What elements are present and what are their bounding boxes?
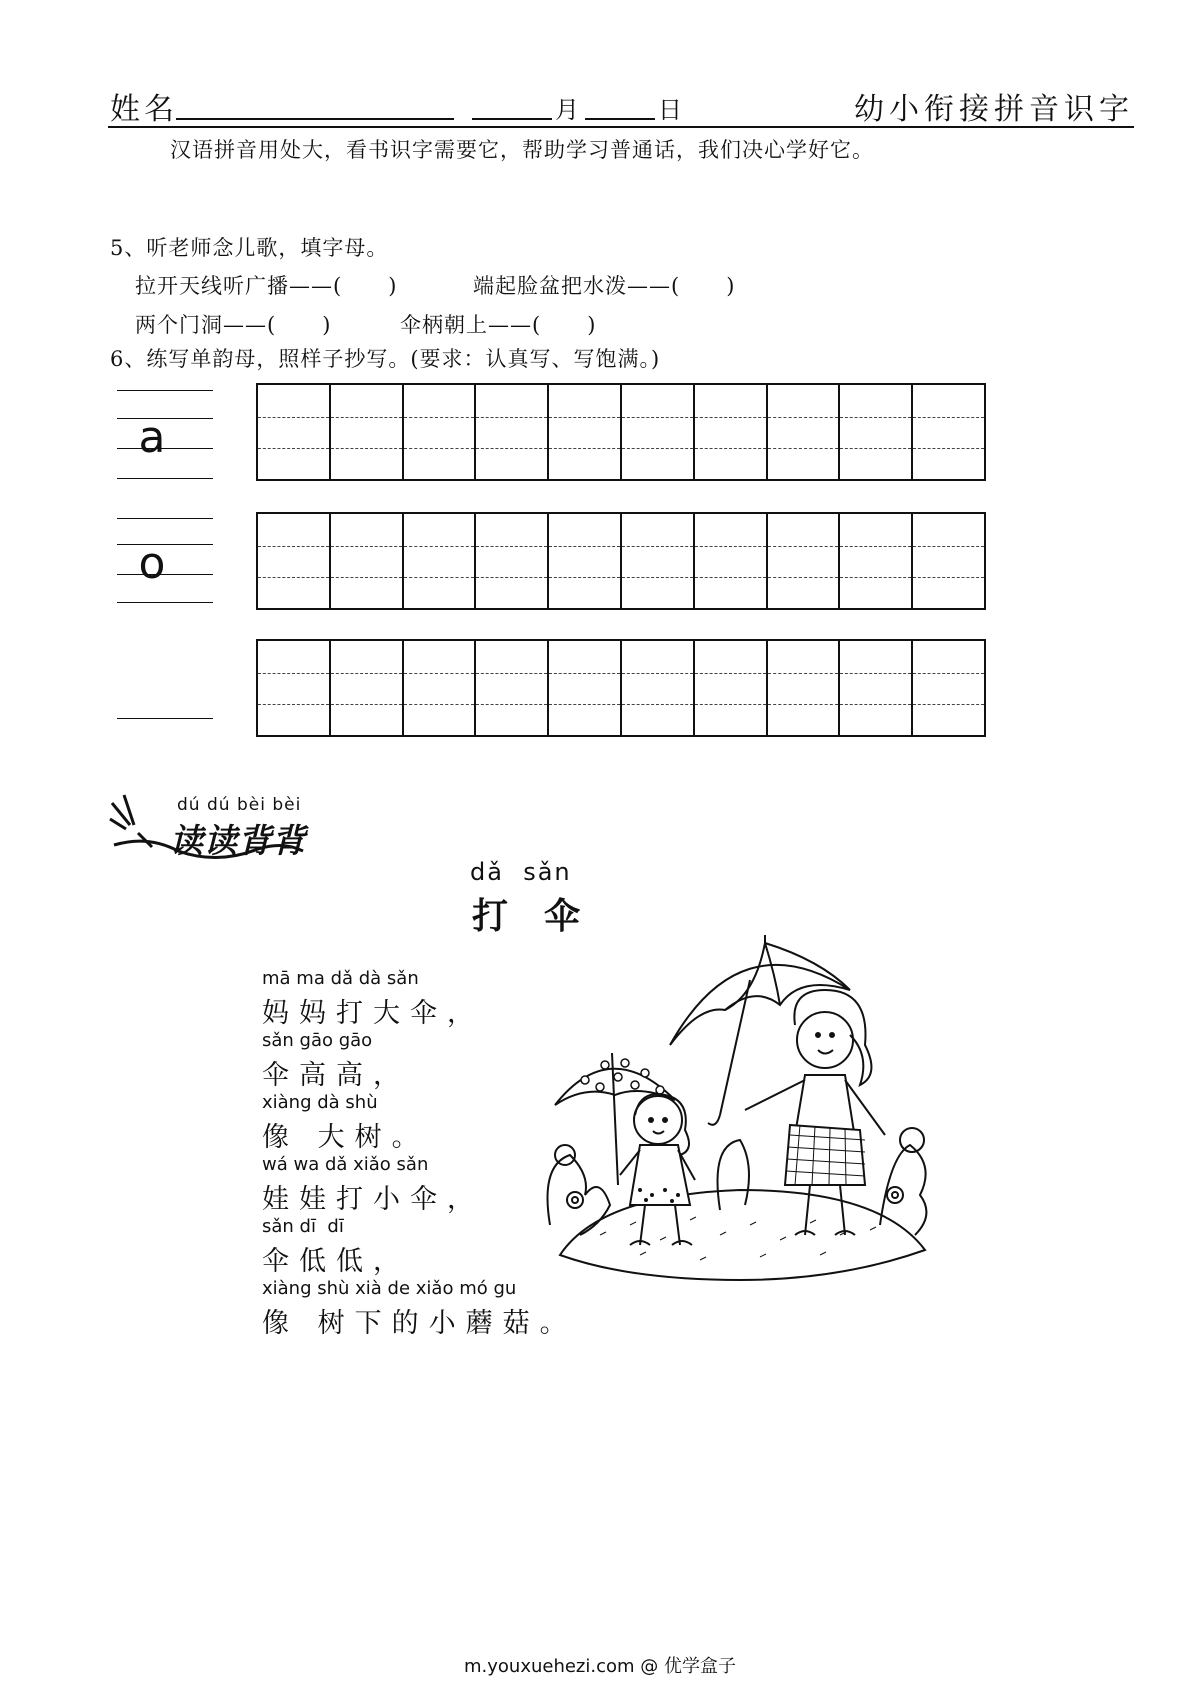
name-blank[interactable] <box>176 118 454 120</box>
q5-item-basin: 端起脸盆把水泼——( ) <box>473 274 736 298</box>
badge-pinyin: dú dú bèi bèi <box>177 795 302 815</box>
poem-line-text: 像 大树。 <box>262 1122 429 1153</box>
day-label: 日 <box>658 96 682 124</box>
umbrella-illustration <box>540 935 940 1295</box>
poem-line <box>262 968 484 1030</box>
poem-line-pinyin: mā ma dǎ dà sǎn <box>262 968 419 989</box>
q5-title: 5、听老师念儿歌，填字母。 <box>110 236 389 260</box>
poem-line <box>262 1092 429 1154</box>
q6-title: 6、练写单韵母，照样子抄写。(要求：认真写、写饱满。) <box>110 347 661 371</box>
poem-title: 打伞 <box>472 895 617 937</box>
poem-line-pinyin: wá wa dǎ xiǎo sǎn <box>262 1154 429 1175</box>
badge-title: 读读背背 <box>170 821 306 860</box>
sample-a <box>117 386 213 486</box>
intro-text: 汉语拼音用处大，看书识字需要它，帮助学习普通话，我们决心学好它。 <box>170 138 874 162</box>
writing-grid-o[interactable] <box>256 512 986 610</box>
month-label: 月 <box>555 96 579 124</box>
q5-item-antenna: 拉开天线听广播——( ) <box>135 274 398 298</box>
poem-line-pinyin: xiàng shù xià de xiǎo mó gu <box>262 1278 517 1299</box>
sample-letter-o: o <box>138 538 166 589</box>
sample-letter-a: a <box>138 412 166 463</box>
poem-line-pinyin: sǎn gāo gāo <box>262 1030 373 1051</box>
poem-line-text: 伞高高， <box>262 1060 410 1091</box>
poem-line-text: 伞低低， <box>262 1246 410 1277</box>
poem-line-text: 娃娃打小伞， <box>262 1184 484 1215</box>
day-blank[interactable] <box>585 118 655 120</box>
writing-grid-a[interactable] <box>256 383 986 481</box>
poem-line-pinyin: sǎn dī dī <box>262 1216 344 1237</box>
sample-o <box>117 514 213 614</box>
q5-item-doors: 两个门洞——( ) <box>135 313 332 337</box>
name-label: 姓名 <box>110 92 178 127</box>
footer-url[interactable]: m.youxuehezi.com @ 优学盒子 <box>463 1656 736 1677</box>
poem-line <box>262 1154 484 1216</box>
writing-grid-blank[interactable] <box>256 639 986 737</box>
month-blank[interactable] <box>472 118 552 120</box>
q5-item-umbrella: 伞柄朝上——( ) <box>400 313 597 337</box>
sample-blank <box>117 718 213 722</box>
poem-line-text: 妈妈打大伞， <box>262 998 484 1029</box>
poem-title-pinyin: dǎ sǎn <box>470 858 572 886</box>
header-rule <box>108 126 1134 128</box>
poem-line <box>262 1216 410 1278</box>
poem-line-pinyin: xiàng dà shù <box>262 1092 378 1113</box>
poem-line <box>262 1030 410 1092</box>
page-title: 幼小衔接拼音识字 <box>854 92 1134 127</box>
poem-line <box>262 1278 577 1340</box>
poem-line-text: 像 树下的小蘑菇。 <box>262 1308 577 1339</box>
